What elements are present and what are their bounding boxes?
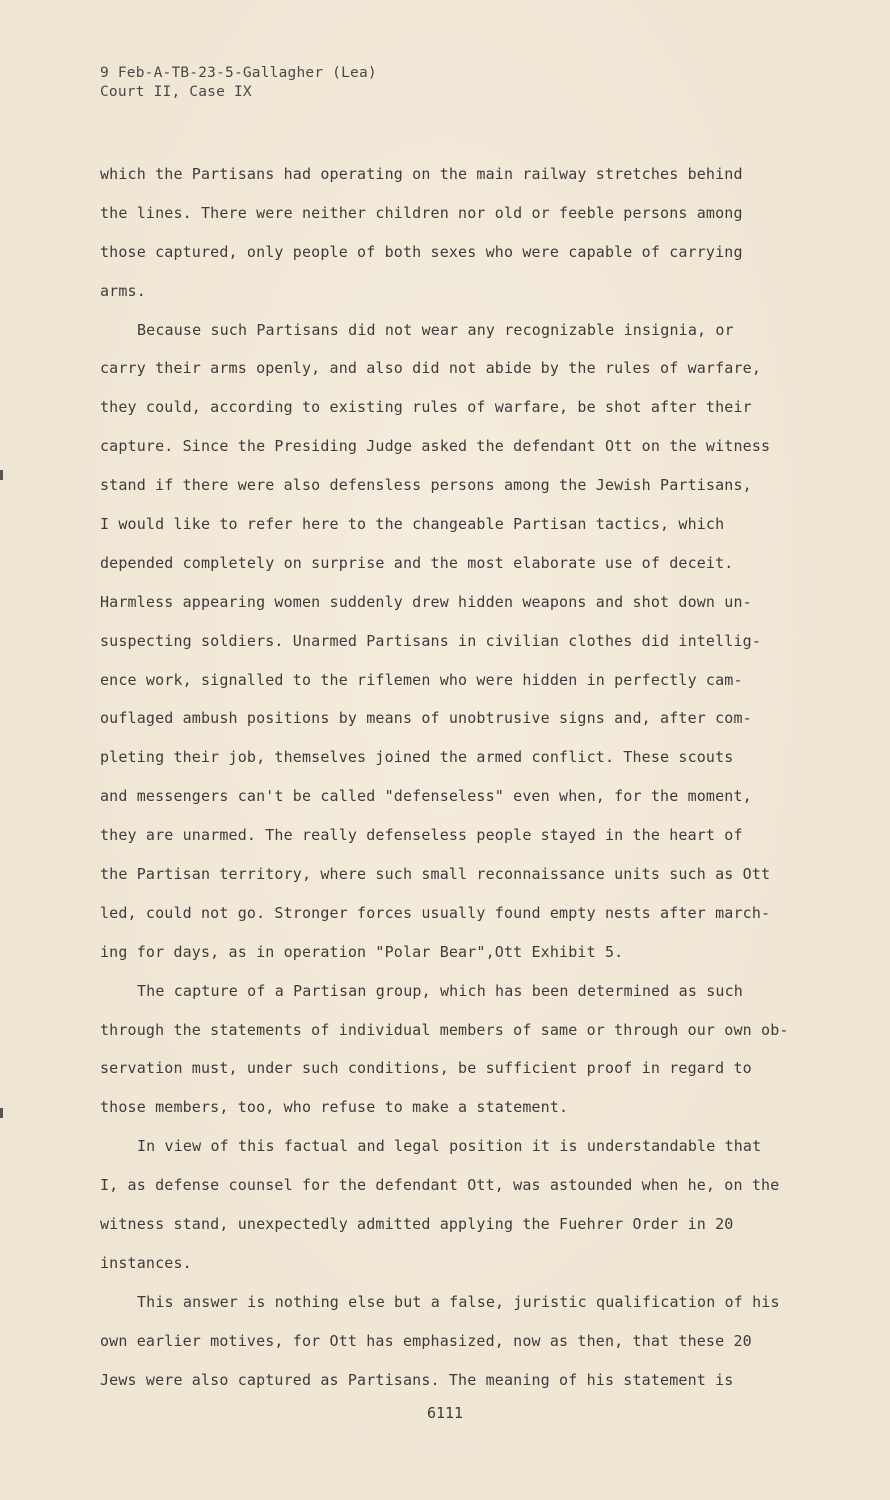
body-line: depended completely on surprise and the most elaborate use of deceit. bbox=[100, 553, 734, 572]
body-line: suspecting soldiers. Unarmed Partisans in civilian clothes did intellig- bbox=[100, 631, 762, 650]
document-header bbox=[100, 64, 377, 102]
body-line: In view of this factual and legal position it is understandable that bbox=[137, 1137, 762, 1156]
body-line: Jews were also captured as Partisans. The meaning of his statement is bbox=[100, 1370, 734, 1389]
body-line: they could, according to existing rules of warfare, be shot after their bbox=[100, 398, 752, 417]
body-line: I would like to refer here to the changeable Partisan tactics, which bbox=[100, 515, 725, 534]
document-body bbox=[100, 160, 820, 1405]
header-reference: 9 Feb-A-TB-23-5-Gallagher (Lea) bbox=[100, 65, 377, 81]
body-line: stand if there were also defensless persons among the Jewish Partisans, bbox=[100, 476, 752, 495]
binding-mark bbox=[0, 1108, 3, 1118]
page-number: 6111 bbox=[426, 1404, 464, 1422]
binding-mark bbox=[0, 470, 3, 480]
body-line: ence work, signalled to the riflemen who were hidden in perfectly cam- bbox=[100, 670, 743, 689]
body-line: those members, too, who refuse to make a statement. bbox=[100, 1098, 569, 1117]
body-line: the lines. There were neither children nor old or feeble persons among bbox=[100, 203, 743, 222]
body-line: instances. bbox=[100, 1253, 192, 1272]
body-line: The capture of a Partisan group, which has been determined as such bbox=[137, 981, 743, 1000]
body-line: carry their arms openly, and also did not abide by the rules of warfare, bbox=[100, 359, 762, 378]
body-line: Harmless appearing women suddenly drew hidden weapons and shot down un- bbox=[100, 592, 752, 611]
body-line: This answer is nothing else but a false, juristic qualification of his bbox=[137, 1292, 780, 1311]
body-line: arms. bbox=[100, 281, 146, 300]
body-line: Because such Partisans did not wear any recognizable insignia, or bbox=[137, 320, 734, 339]
body-line: I, as defense counsel for the defendant Ott, was astounded when he, on the bbox=[100, 1176, 780, 1195]
body-line: led, could not go. Stronger forces usually found empty nests after march- bbox=[100, 903, 771, 922]
body-line: ouflaged ambush positions by means of unobtrusive signs and, after com- bbox=[100, 709, 752, 728]
body-line: the Partisan territory, where such small reconnaissance units such as Ott bbox=[100, 865, 771, 884]
body-line: witness stand, unexpectedly admitted applying the Fuehrer Order in 20 bbox=[100, 1215, 734, 1234]
body-line: servation must, under such conditions, be sufficient proof in regard to bbox=[100, 1059, 752, 1078]
body-line: ing for days, as in operation "Polar Bear",Ott Exhibit 5. bbox=[100, 942, 624, 961]
body-line: which the Partisans had operating on the main railway stretches behind bbox=[100, 165, 743, 183]
body-line: through the statements of individual members of same or through our own ob- bbox=[100, 1020, 789, 1039]
body-line: capture. Since the Presiding Judge asked the defendant Ott on the witness bbox=[100, 437, 771, 456]
body-line: they are unarmed. The really defenseless people stayed in the heart of bbox=[100, 826, 743, 845]
body-line: own earlier motives, for Ott has emphasized, now as then, that these 20 bbox=[100, 1331, 752, 1350]
body-line: and messengers can't be called "defenseless" even when, for the moment, bbox=[100, 787, 752, 806]
body-line: those captured, only people of both sexes who were capable of carrying bbox=[100, 242, 743, 261]
header-court-case: Court II, Case IX bbox=[100, 84, 252, 100]
body-line: pleting their job, themselves joined the armed conflict. These scouts bbox=[100, 748, 734, 767]
